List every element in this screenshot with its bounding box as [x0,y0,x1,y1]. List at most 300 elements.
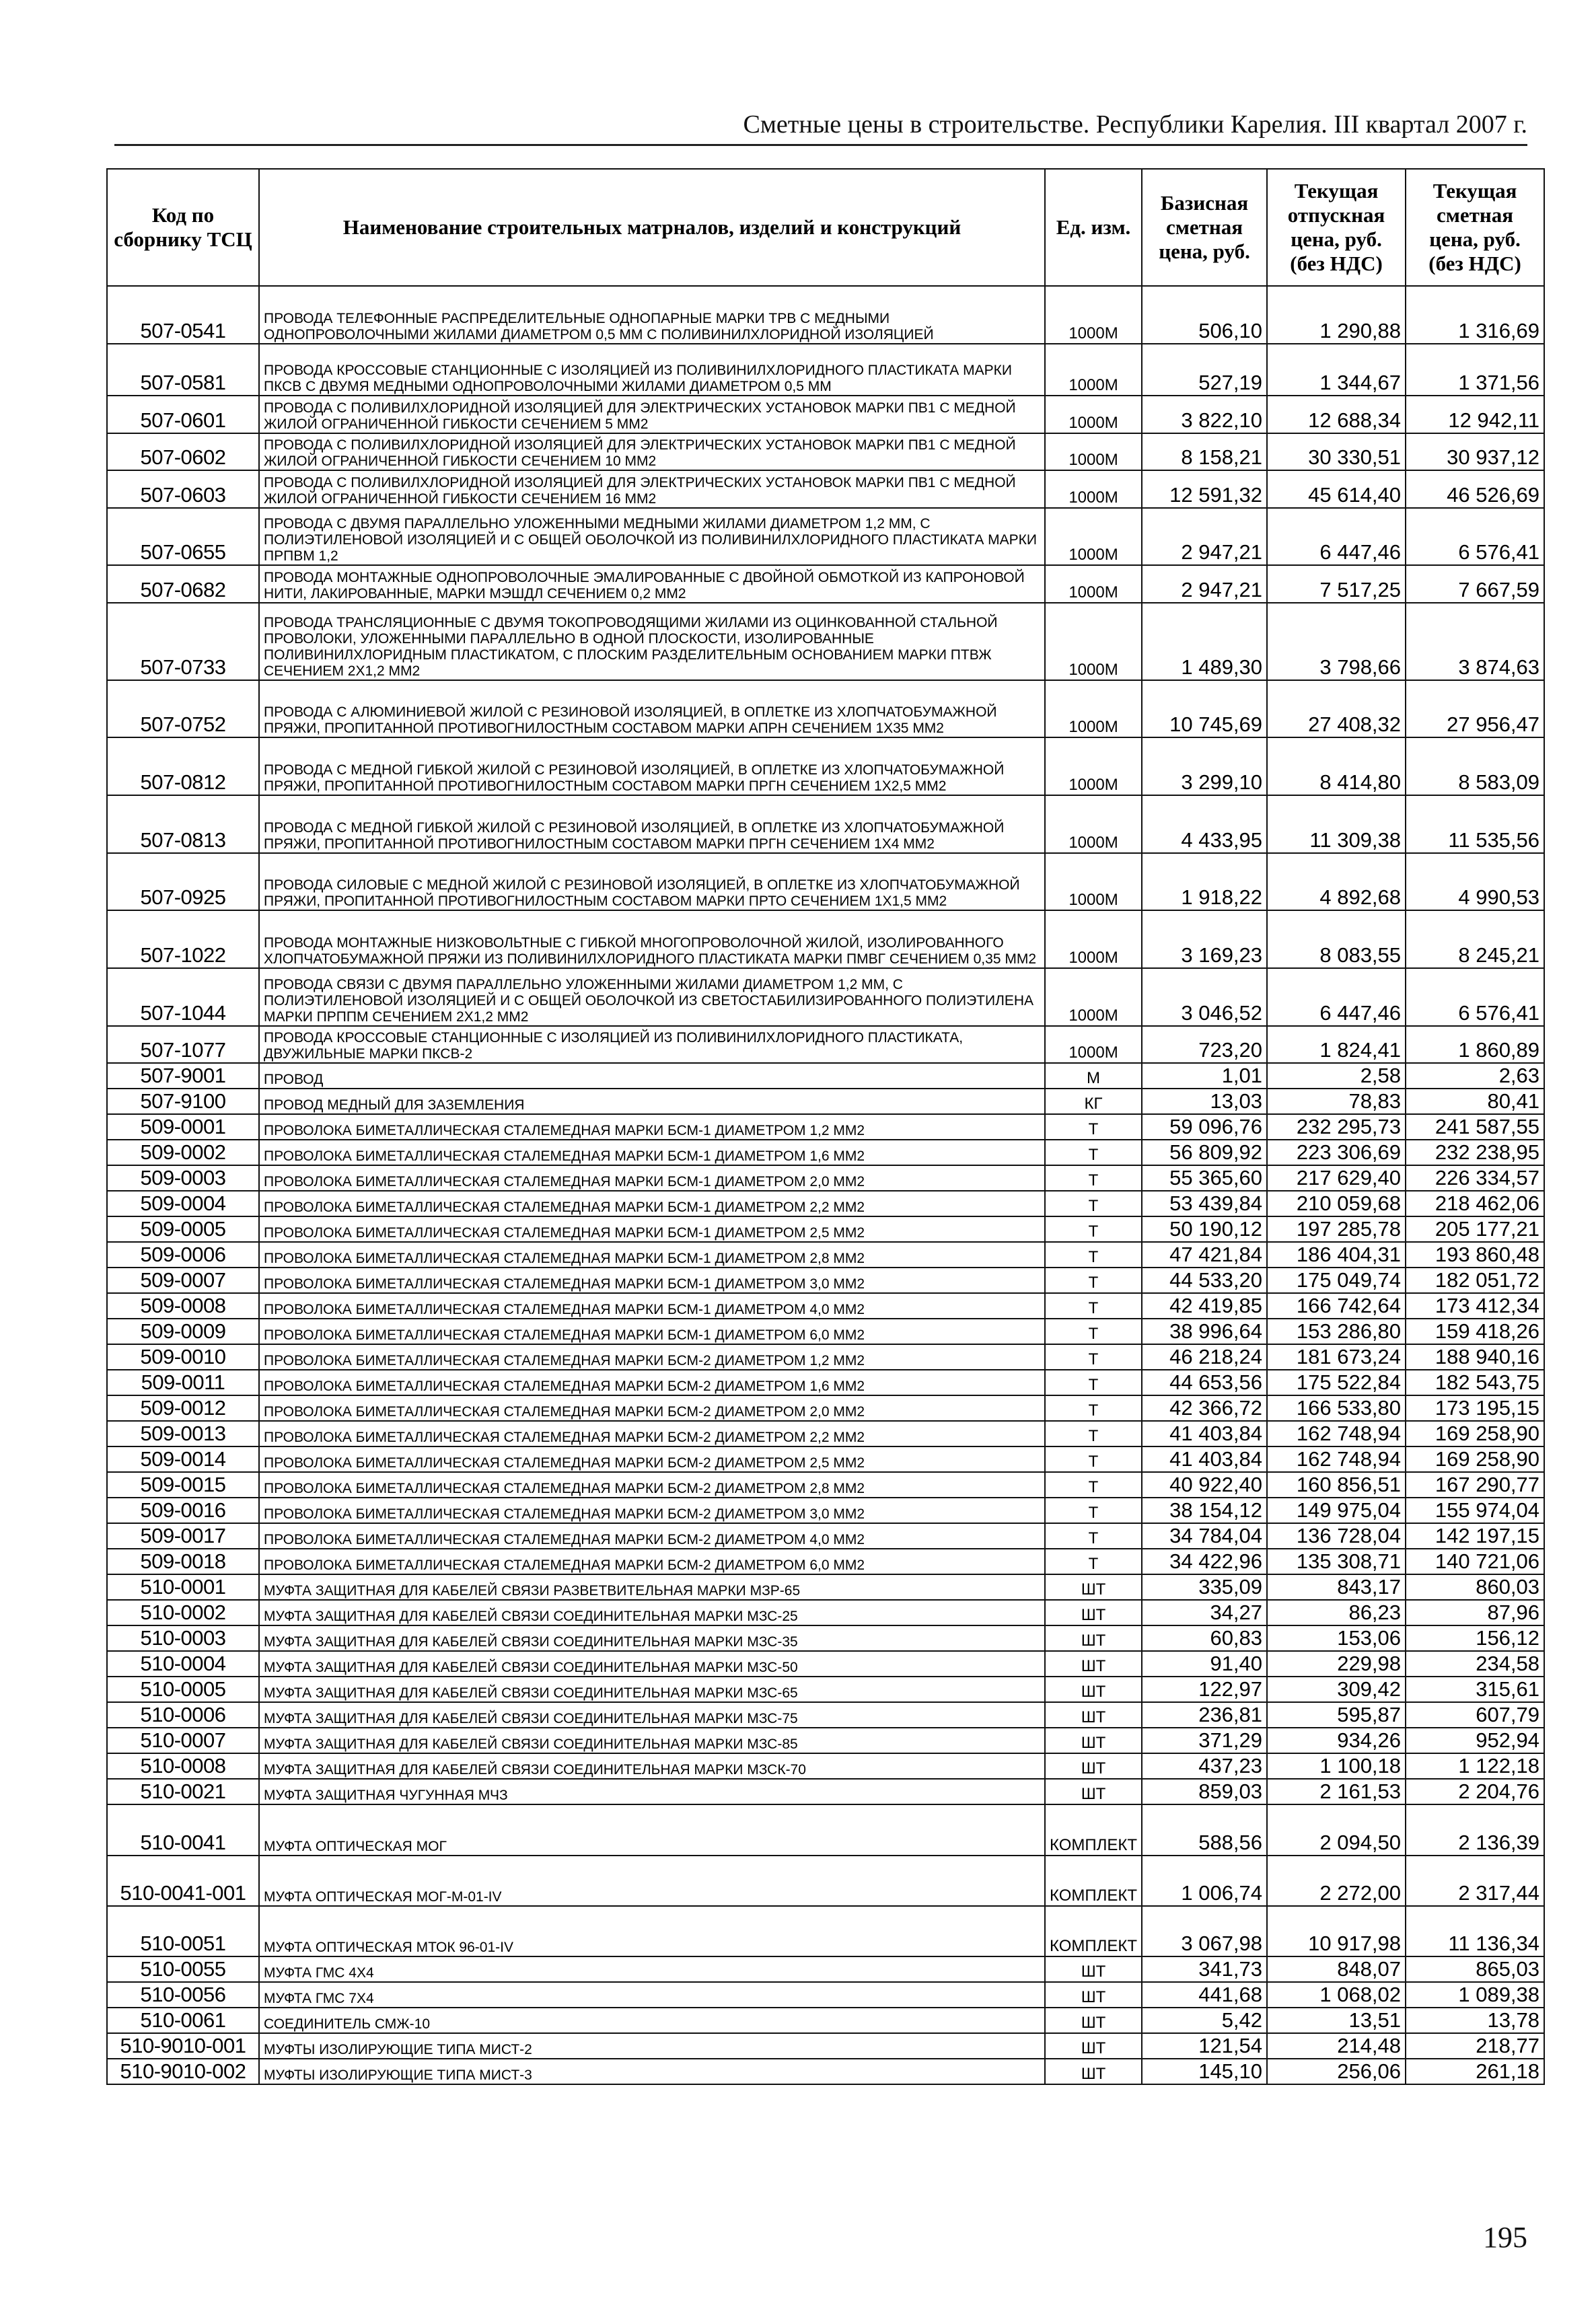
estimate-price-cell: 2,63 [1406,1063,1544,1089]
code-cell: 507-9100 [107,1089,259,1114]
name-cell: ПРОВОЛОКА БИМЕТАЛЛИЧЕСКАЯ СТАЛЕМЕДНАЯ МАРКИ БСМ-2 ДИАМЕТРОМ 3,0 ММ2 [259,1498,1045,1523]
release-price-cell: 4 892,68 [1267,853,1406,911]
estimate-price-cell: 607,79 [1406,1702,1544,1728]
table-row [107,396,1544,433]
table-row [107,1498,1544,1523]
base-price-cell: 122,97 [1142,1677,1267,1702]
estimate-price-cell: 11 535,56 [1406,795,1544,853]
release-price-cell: 309,42 [1267,1677,1406,1702]
unit-cell: ШТ [1045,2008,1142,2033]
release-price-cell: 848,07 [1267,1956,1406,1982]
code-cell: 507-0655 [107,508,259,566]
estimate-price-cell: 8 583,09 [1406,737,1544,795]
release-price-cell: 11 309,38 [1267,795,1406,853]
table-header-row [107,169,1544,286]
code-cell: 507-0925 [107,853,259,911]
unit-cell: ШТ [1045,1651,1142,1677]
name-cell: ПРОВОЛОКА БИМЕТАЛЛИЧЕСКАЯ СТАЛЕМЕДНАЯ МАРКИ БСМ-2 ДИАМЕТРОМ 2,8 ММ2 [259,1472,1045,1498]
estimate-price-cell: 182 543,75 [1406,1370,1544,1395]
base-price-cell: 441,68 [1142,1982,1267,2008]
code-cell: 509-0006 [107,1242,259,1268]
estimate-price-cell: 1 316,69 [1406,286,1544,344]
code-cell: 510-0061 [107,2008,259,2033]
release-price-cell: 181 673,24 [1267,1344,1406,1370]
estimate-price-cell: 80,41 [1406,1089,1544,1114]
estimate-price-cell: 87,96 [1406,1600,1544,1625]
estimate-price-cell: 12 942,11 [1406,396,1544,433]
table-row [107,1293,1544,1319]
base-price-cell: 1 006,74 [1142,1856,1267,1906]
estimate-price-cell: 2 204,76 [1406,1779,1544,1804]
name-cell: ПРОВОДА С ДВУМЯ ПАРАЛЛЕЛЬНО УЛОЖЕННЫМИ МЕДНЫМИ ЖИЛАМИ ДИАМЕТРОМ 1,2 ММ, С ПОЛИЭТИЛЕНОВОЙ ИЗОЛЯЦИЕЙ И С ОБЩЕЙ ОБОЛОЧКОЙ ИЗ ПОЛИВИНИЛХЛОРИДНОГО ПЛАСТИКАТА МАРКИ ПРПВМ 1,2 [259,508,1045,566]
unit-cell: ШТ [1045,1779,1142,1804]
name-cell: МУФТА ЗАЩИТНАЯ ДЛЯ КАБЕЛЕЙ СВЯЗИ СОЕДИНИТЕЛЬНАЯ МАРКИ МЗС-65 [259,1677,1045,1702]
estimate-price-cell: 218 462,06 [1406,1191,1544,1216]
table-row [107,1702,1544,1728]
table-row [107,1370,1544,1395]
base-price-cell: 41 403,84 [1142,1446,1267,1472]
unit-cell: ШТ [1045,2059,1142,2084]
name-cell: ПРОВОДА ТРАНСЛЯЦИОННЫЕ С ДВУМЯ ТОКОПРОВОДЯЩИМИ ЖИЛАМИ ИЗ ОЦИНКОВАННОЙ СТАЛЬНОЙ ПРОВОЛОКИ, УЛОЖЕННЫМИ ПАРАЛЛЕЛЬНО В ОДНОЙ ПЛОСКОСТИ, ИЗОЛИРОВАННЫЕ ПОЛИВИНИЛХЛОРИДНЫМ ПЛАСТИКАТОМ, С ПЛОСКИМ РАЗДЕЛИТЕЛЬНЫМ ОСНОВАНИЕМ МАРКИ ПТВЖ СЕЧЕНИЕМ 2Х1,2 ММ2 [259,603,1045,680]
code-cell: 510-0005 [107,1677,259,1702]
release-price-cell: 8 414,80 [1267,737,1406,795]
unit-cell: Т [1045,1319,1142,1344]
base-price-cell: 44 653,56 [1142,1370,1267,1395]
code-cell: 510-0007 [107,1728,259,1753]
release-price-cell: 7 517,25 [1267,565,1406,603]
table-row [107,1779,1544,1804]
name-cell: ПРОВОД [259,1063,1045,1089]
estimate-price-cell: 4 990,53 [1406,853,1544,911]
table-row [107,470,1544,508]
code-cell: 507-0813 [107,795,259,853]
estimate-price-cell: 241 587,55 [1406,1114,1544,1140]
table-body [107,286,1544,2084]
unit-cell: ШТ [1045,1574,1142,1600]
release-price-cell: 78,83 [1267,1089,1406,1114]
estimate-price-cell: 27 956,47 [1406,680,1544,738]
unit-cell: 1000М [1045,508,1142,566]
table-row [107,968,1544,1026]
unit-cell: ШТ [1045,1982,1142,2008]
release-price-cell: 3 798,66 [1267,603,1406,680]
table-row [107,910,1544,968]
table-row [107,1728,1544,1753]
code-cell: 510-0041-001 [107,1856,259,1906]
release-price-cell: 1 824,41 [1267,1026,1406,1064]
estimate-price-cell: 234,58 [1406,1651,1544,1677]
base-price-cell: 859,03 [1142,1779,1267,1804]
code-cell: 509-0009 [107,1319,259,1344]
release-price-cell: 2 161,53 [1267,1779,1406,1804]
base-price-cell: 53 439,84 [1142,1191,1267,1216]
base-price-cell: 10 745,69 [1142,680,1267,738]
table-row [107,1600,1544,1625]
estimate-price-cell: 173 412,34 [1406,1293,1544,1319]
code-cell: 510-0056 [107,1982,259,2008]
estimate-price-cell: 6 576,41 [1406,508,1544,566]
base-price-cell: 34 784,04 [1142,1523,1267,1549]
unit-cell: 1000М [1045,968,1142,1026]
estimate-price-cell: 1 122,18 [1406,1753,1544,1779]
estimate-price-cell: 205 177,21 [1406,1216,1544,1242]
unit-cell: 1000М [1045,680,1142,738]
base-price-cell: 1 918,22 [1142,853,1267,911]
base-price-cell: 8 158,21 [1142,433,1267,471]
code-cell: 509-0018 [107,1549,259,1574]
base-price-cell: 3 299,10 [1142,737,1267,795]
code-cell: 509-0012 [107,1395,259,1421]
base-price-cell: 46 218,24 [1142,1344,1267,1370]
base-price-cell: 38 154,12 [1142,1498,1267,1523]
code-cell: 510-0051 [107,1906,259,1956]
code-cell: 507-0581 [107,344,259,396]
base-price-cell: 34,27 [1142,1600,1267,1625]
table-row [107,1906,1544,1956]
estimate-price-cell: 173 195,15 [1406,1395,1544,1421]
code-cell: 507-0752 [107,680,259,738]
release-price-cell: 135 308,71 [1267,1549,1406,1574]
name-cell: ПРОВОЛОКА БИМЕТАЛЛИЧЕСКАЯ СТАЛЕМЕДНАЯ МАРКИ БСМ-2 ДИАМЕТРОМ 6,0 ММ2 [259,1549,1045,1574]
release-price-cell: 149 975,04 [1267,1498,1406,1523]
table-row [107,1114,1544,1140]
estimate-price-cell: 1 371,56 [1406,344,1544,396]
table-row [107,1089,1544,1114]
code-cell: 510-0003 [107,1625,259,1651]
estimate-price-cell: 261,18 [1406,2059,1544,2084]
table-row [107,680,1544,738]
base-price-cell: 2 947,21 [1142,508,1267,566]
table-row [107,286,1544,344]
code-cell: 510-0008 [107,1753,259,1779]
release-price-cell: 1 344,67 [1267,344,1406,396]
code-cell: 509-0003 [107,1165,259,1191]
unit-cell: ШТ [1045,1702,1142,1728]
release-price-cell: 214,48 [1267,2033,1406,2059]
header-base-price: Базисная сметная цена, руб. [1142,169,1267,286]
release-price-cell: 86,23 [1267,1600,1406,1625]
name-cell: МУФТА ГМС 7Х4 [259,1982,1045,2008]
header-name: Наименование строительных матрналов, изделий и конструкций [259,169,1045,286]
code-cell: 507-0733 [107,603,259,680]
release-price-cell: 2 094,50 [1267,1804,1406,1855]
base-price-cell: 335,09 [1142,1574,1267,1600]
estimate-price-cell: 159 418,26 [1406,1319,1544,1344]
base-price-cell: 91,40 [1142,1651,1267,1677]
unit-cell: Т [1045,1242,1142,1268]
name-cell: ПРОВОДА С ПОЛИВИЛХЛОРИДНОЙ ИЗОЛЯЦИЕЙ ДЛЯ ЭЛЕКТРИЧЕСКИХ УСТАНОВОК МАРКИ ПВ1 С МЕДНОЙ ЖИЛОЙ ОГРАНИЧЕННОЙ ГИБКОСТИ СЕЧЕНИЕМ 5 ММ2 [259,396,1045,433]
code-cell: 509-0015 [107,1472,259,1498]
code-cell: 510-0002 [107,1600,259,1625]
code-cell: 509-0007 [107,1268,259,1293]
base-price-cell: 236,81 [1142,1702,1267,1728]
code-cell: 507-0601 [107,396,259,433]
unit-cell: Т [1045,1165,1142,1191]
code-cell: 510-0055 [107,1956,259,1982]
name-cell: ПРОВОД МЕДНЫЙ ДЛЯ ЗАЗЕМЛЕНИЯ [259,1089,1045,1114]
estimate-price-cell: 13,78 [1406,2008,1544,2033]
name-cell: ПРОВОЛОКА БИМЕТАЛЛИЧЕСКАЯ СТАЛЕМЕДНАЯ МАРКИ БСМ-2 ДИАМЕТРОМ 2,2 ММ2 [259,1421,1045,1446]
unit-cell: Т [1045,1268,1142,1293]
table-row [107,1574,1544,1600]
table-row [107,1523,1544,1549]
estimate-price-cell: 2 317,44 [1406,1856,1544,1906]
unit-cell: КОМПЛЕКТ [1045,1856,1142,1906]
table-row [107,1268,1544,1293]
code-cell: 507-0812 [107,737,259,795]
release-price-cell: 232 295,73 [1267,1114,1406,1140]
unit-cell: Т [1045,1191,1142,1216]
base-price-cell: 3 822,10 [1142,396,1267,433]
code-cell: 507-1077 [107,1026,259,1064]
base-price-cell: 3 067,98 [1142,1906,1267,1956]
code-cell: 509-0016 [107,1498,259,1523]
table-row [107,1216,1544,1242]
base-price-cell: 3 046,52 [1142,968,1267,1026]
table-row [107,1319,1544,1344]
name-cell: ПРОВОДА СИЛОВЫЕ С МЕДНОЙ ЖИЛОЙ С РЕЗИНОВОЙ ИЗОЛЯЦИЕЙ, В ОПЛЕТКЕ ИЗ ХЛОПЧАТОБУМАЖНОЙ ПРЯЖИ, ПРОПИТАННОЙ ПРОТИВОГНИЛОСТНЫМ СОСТАВОМ МАРКИ ПРТО СЕЧЕНИЕМ 1Х1,5 ММ2 [259,853,1045,911]
unit-cell: 1000М [1045,1026,1142,1064]
unit-cell: ШТ [1045,1753,1142,1779]
unit-cell: 1000М [1045,565,1142,603]
release-price-cell: 45 614,40 [1267,470,1406,508]
table-row [107,1242,1544,1268]
base-price-cell: 3 169,23 [1142,910,1267,968]
unit-cell: КОМПЛЕКТ [1045,1906,1142,1956]
name-cell: СОЕДИНИТЕЛЬ СМЖ-10 [259,2008,1045,2033]
name-cell: ПРОВОЛОКА БИМЕТАЛЛИЧЕСКАЯ СТАЛЕМЕДНАЯ МАРКИ БСМ-1 ДИАМЕТРОМ 6,0 ММ2 [259,1319,1045,1344]
name-cell: ПРОВОДА С МЕДНОЙ ГИБКОЙ ЖИЛОЙ С РЕЗИНОВОЙ ИЗОЛЯЦИЕЙ, В ОПЛЕТКЕ ИЗ ХЛОПЧАТОБУМАЖНОЙ ПРЯЖИ, ПРОПИТАННОЙ ПРОТИВОГНИЛОСТНЫМ СОСТАВОМ МАРКИ ПРГН СЕЧЕНИЕМ 1Х4 ММ2 [259,795,1045,853]
unit-cell: Т [1045,1140,1142,1165]
name-cell: МУФТА ЗАЩИТНАЯ ДЛЯ КАБЕЛЕЙ СВЯЗИ СОЕДИНИТЕЛЬНАЯ МАРКИ МЗС-35 [259,1625,1045,1651]
release-price-cell: 2 272,00 [1267,1856,1406,1906]
estimate-price-cell: 6 576,41 [1406,968,1544,1026]
code-cell: 509-0005 [107,1216,259,1242]
table-row [107,1549,1544,1574]
estimate-price-cell: 8 245,21 [1406,910,1544,968]
table-row [107,853,1544,911]
name-cell: ПРОВОЛОКА БИМЕТАЛЛИЧЕСКАЯ СТАЛЕМЕДНАЯ МАРКИ БСМ-2 ДИАМЕТРОМ 4,0 ММ2 [259,1523,1045,1549]
release-price-cell: 160 856,51 [1267,1472,1406,1498]
release-price-cell: 166 742,64 [1267,1293,1406,1319]
table-row [107,1140,1544,1165]
code-cell: 510-0004 [107,1651,259,1677]
release-price-cell: 1 290,88 [1267,286,1406,344]
name-cell: ПРОВОЛОКА БИМЕТАЛЛИЧЕСКАЯ СТАЛЕМЕДНАЯ МАРКИ БСМ-2 ДИАМЕТРОМ 2,5 ММ2 [259,1446,1045,1472]
table-row [107,1677,1544,1702]
header-unit: Ед. изм. [1045,169,1142,286]
name-cell: ПРОВОЛОКА БИМЕТАЛЛИЧЕСКАЯ СТАЛЕМЕДНАЯ МАРКИ БСМ-1 ДИАМЕТРОМ 1,6 ММ2 [259,1140,1045,1165]
base-price-cell: 38 996,64 [1142,1319,1267,1344]
table-row [107,344,1544,396]
release-price-cell: 229,98 [1267,1651,1406,1677]
estimate-price-cell: 860,03 [1406,1574,1544,1600]
estimate-price-cell: 2 136,39 [1406,1804,1544,1855]
release-price-cell: 197 285,78 [1267,1216,1406,1242]
code-cell: 509-0001 [107,1114,259,1140]
release-price-cell: 27 408,32 [1267,680,1406,738]
unit-cell: 1000М [1045,286,1142,344]
code-cell: 507-0541 [107,286,259,344]
release-price-cell: 13,51 [1267,2008,1406,2033]
estimate-price-cell: 218,77 [1406,2033,1544,2059]
code-cell: 509-0013 [107,1421,259,1446]
unit-cell: 1000М [1045,344,1142,396]
name-cell: ПРОВОЛОКА БИМЕТАЛЛИЧЕСКАЯ СТАЛЕМЕДНАЯ МАРКИ БСМ-2 ДИАМЕТРОМ 1,6 ММ2 [259,1370,1045,1395]
name-cell: МУФТА ЗАЩИТНАЯ ДЛЯ КАБЕЛЕЙ СВЯЗИ СОЕДИНИТЕЛЬНАЯ МАРКИ МЗСК-70 [259,1753,1045,1779]
unit-cell: Т [1045,1216,1142,1242]
unit-cell: 1000М [1045,737,1142,795]
release-price-cell: 166 533,80 [1267,1395,1406,1421]
release-price-cell: 8 083,55 [1267,910,1406,968]
unit-cell: 1000М [1045,433,1142,471]
code-cell: 507-1022 [107,910,259,968]
base-price-cell: 41 403,84 [1142,1421,1267,1446]
base-price-cell: 60,83 [1142,1625,1267,1651]
estimate-price-cell: 155 974,04 [1406,1498,1544,1523]
unit-cell: 1000М [1045,470,1142,508]
unit-cell: ШТ [1045,1956,1142,1982]
name-cell: МУФТА ЗАЩИТНАЯ ДЛЯ КАБЕЛЕЙ СВЯЗИ СОЕДИНИТЕЛЬНАЯ МАРКИ МЗС-25 [259,1600,1045,1625]
release-price-cell: 595,87 [1267,1702,1406,1728]
table-row [107,1804,1544,1855]
code-cell: 510-0001 [107,1574,259,1600]
name-cell: ПРОВОДА КРОССОВЫЕ СТАНЦИОННЫЕ С ИЗОЛЯЦИЕЙ ИЗ ПОЛИВИНИЛХЛОРИДНОГО ПЛАСТИКАТА, ДВУЖИЛЬНЫЕ МАРКИ ПКСВ-2 [259,1026,1045,1064]
table-row [107,1651,1544,1677]
estimate-price-cell: 182 051,72 [1406,1268,1544,1293]
release-price-cell: 10 917,98 [1267,1906,1406,1956]
unit-cell: Т [1045,1498,1142,1523]
estimate-price-cell: 11 136,34 [1406,1906,1544,1956]
unit-cell: ШТ [1045,1728,1142,1753]
base-price-cell: 527,19 [1142,344,1267,396]
code-cell: 509-0011 [107,1370,259,1395]
code-cell: 507-9001 [107,1063,259,1089]
estimate-price-cell: 226 334,57 [1406,1165,1544,1191]
name-cell: МУФТА ОПТИЧЕСКАЯ МТОК 96-01-IV [259,1906,1045,1956]
unit-cell: Т [1045,1446,1142,1472]
release-price-cell: 1 100,18 [1267,1753,1406,1779]
base-price-cell: 588,56 [1142,1804,1267,1855]
base-price-cell: 40 922,40 [1142,1472,1267,1498]
estimate-price-cell: 3 874,63 [1406,603,1544,680]
table-row [107,1421,1544,1446]
name-cell: МУФТЫ ИЗОЛИРУЮЩИЕ ТИПА МИСТ-3 [259,2059,1045,2084]
header-current-estimate-price: Текущая сметная цена, руб. (без НДС) [1406,169,1544,286]
release-price-cell: 6 447,46 [1267,968,1406,1026]
base-price-cell: 59 096,76 [1142,1114,1267,1140]
estimate-price-cell: 7 667,59 [1406,565,1544,603]
code-cell: 510-0006 [107,1702,259,1728]
table-row [107,2008,1544,2033]
unit-cell: Т [1045,1293,1142,1319]
unit-cell: Т [1045,1395,1142,1421]
release-price-cell: 843,17 [1267,1574,1406,1600]
base-price-cell: 12 591,32 [1142,470,1267,508]
unit-cell: Т [1045,1472,1142,1498]
release-price-cell: 136 728,04 [1267,1523,1406,1549]
release-price-cell: 153 286,80 [1267,1319,1406,1344]
code-cell: 509-0002 [107,1140,259,1165]
name-cell: МУФТА ГМС 4Х4 [259,1956,1045,1982]
code-cell: 509-0008 [107,1293,259,1319]
unit-cell: ШТ [1045,2033,1142,2059]
estimate-price-cell: 30 937,12 [1406,433,1544,471]
name-cell: ПРОВОДА КРОССОВЫЕ СТАНЦИОННЫЕ С ИЗОЛЯЦИЕЙ ИЗ ПОЛИВИНИЛХЛОРИДНОГО ПЛАСТИКАТА МАРКИ ПКСВ С ДВУМЯ МЕДНЫМИ ОДНОПРОВОЛОЧНЫМИ ЖИЛАМИ ДИАМЕТРОМ 0,5 ММ [259,344,1045,396]
table-row [107,2033,1544,2059]
code-cell: 507-1044 [107,968,259,1026]
unit-cell: 1000М [1045,853,1142,911]
name-cell: ПРОВОЛОКА БИМЕТАЛЛИЧЕСКАЯ СТАЛЕМЕДНАЯ МАРКИ БСМ-1 ДИАМЕТРОМ 3,0 ММ2 [259,1268,1045,1293]
name-cell: МУФТА ОПТИЧЕСКАЯ МОГ [259,1804,1045,1855]
header-rule [114,144,1527,146]
estimate-price-cell: 169 258,90 [1406,1446,1544,1472]
base-price-cell: 506,10 [1142,286,1267,344]
base-price-cell: 5,42 [1142,2008,1267,2033]
unit-cell: Т [1045,1523,1142,1549]
code-cell: 509-0010 [107,1344,259,1370]
release-price-cell: 1 068,02 [1267,1982,1406,2008]
estimate-price-cell: 140 721,06 [1406,1549,1544,1574]
running-header: Сметные цены в строительстве. Республики Карелия. III квартал 2007 г. [743,110,1527,139]
base-price-cell: 723,20 [1142,1026,1267,1064]
unit-cell: ШТ [1045,1625,1142,1651]
name-cell: МУФТА ОПТИЧЕСКАЯ МОГ-М-01-IV [259,1856,1045,1906]
name-cell: ПРОВОДА МОНТАЖНЫЕ ОДНОПРОВОЛОЧНЫЕ ЭМАЛИРОВАННЫЕ С ДВОЙНОЙ ОБМОТКОЙ ИЗ КАПРОНОВОЙ НИТИ, ЛАКИРОВАННЫЕ, МАРКИ МЭШДЛ СЕЧЕНИЕМ 0,2 ММ2 [259,565,1045,603]
estimate-price-cell: 142 197,15 [1406,1523,1544,1549]
table-row [107,433,1544,471]
release-price-cell: 153,06 [1267,1625,1406,1651]
release-price-cell: 2,58 [1267,1063,1406,1089]
unit-cell: Т [1045,1114,1142,1140]
name-cell: ПРОВОЛОКА БИМЕТАЛЛИЧЕСКАЯ СТАЛЕМЕДНАЯ МАРКИ БСМ-1 ДИАМЕТРОМ 2,0 ММ2 [259,1165,1045,1191]
unit-cell: Т [1045,1549,1142,1574]
unit-cell: ШТ [1045,1677,1142,1702]
base-price-cell: 50 190,12 [1142,1216,1267,1242]
base-price-cell: 121,54 [1142,2033,1267,2059]
page-number: 195 [1483,2221,1527,2254]
table-row [107,1982,1544,2008]
name-cell: ПРОВОДА СВЯЗИ С ДВУМЯ ПАРАЛЛЕЛЬНО УЛОЖЕННЫМИ ЖИЛАМИ ДИАМЕТРОМ 1,2 ММ, С ПОЛИЭТИЛЕНОВОЙ ИЗОЛЯЦИЕЙ И С ОБЩЕЙ ОБОЛОЧКОЙ ИЗ СВЕТОСТАБИЛИЗИРОВАННОГО ПОЛИЭТИЛЕНА МАРКИ ПРППМ СЕЧЕНИЕМ 2Х1,2 ММ2 [259,968,1045,1026]
estimate-price-cell: 232 238,95 [1406,1140,1544,1165]
table-row [107,603,1544,680]
base-price-cell: 34 422,96 [1142,1549,1267,1574]
release-price-cell: 162 748,94 [1267,1446,1406,1472]
code-cell: 507-0682 [107,565,259,603]
unit-cell: 1000М [1045,910,1142,968]
header-code: Код по сборнику ТСЦ [107,169,259,286]
base-price-cell: 437,23 [1142,1753,1267,1779]
table-row [107,565,1544,603]
table-row [107,508,1544,566]
base-price-cell: 42 419,85 [1142,1293,1267,1319]
name-cell: ПРОВОЛОКА БИМЕТАЛЛИЧЕСКАЯ СТАЛЕМЕДНАЯ МАРКИ БСМ-1 ДИАМЕТРОМ 4,0 ММ2 [259,1293,1045,1319]
code-cell: 510-0021 [107,1779,259,1804]
release-price-cell: 186 404,31 [1267,1242,1406,1268]
code-cell: 509-0014 [107,1446,259,1472]
estimate-price-cell: 865,03 [1406,1956,1544,1982]
unit-cell: 1000М [1045,396,1142,433]
name-cell: ПРОВОЛОКА БИМЕТАЛЛИЧЕСКАЯ СТАЛЕМЕДНАЯ МАРКИ БСМ-2 ДИАМЕТРОМ 1,2 ММ2 [259,1344,1045,1370]
release-price-cell: 223 306,69 [1267,1140,1406,1165]
base-price-cell: 1 489,30 [1142,603,1267,680]
table-row [107,795,1544,853]
unit-cell: Т [1045,1344,1142,1370]
table-row [107,1344,1544,1370]
table-row [107,1472,1544,1498]
name-cell: ПРОВОДА С МЕДНОЙ ГИБКОЙ ЖИЛОЙ С РЕЗИНОВОЙ ИЗОЛЯЦИЕЙ, В ОПЛЕТКЕ ИЗ ХЛОПЧАТОБУМАЖНОЙ ПРЯЖИ, ПРОПИТАННОЙ ПРОТИВОГНИЛОСТНЫМ СОСТАВОМ МАРКИ ПРГН СЕЧЕНИЕМ 1Х2,5 ММ2 [259,737,1045,795]
release-price-cell: 210 059,68 [1267,1191,1406,1216]
